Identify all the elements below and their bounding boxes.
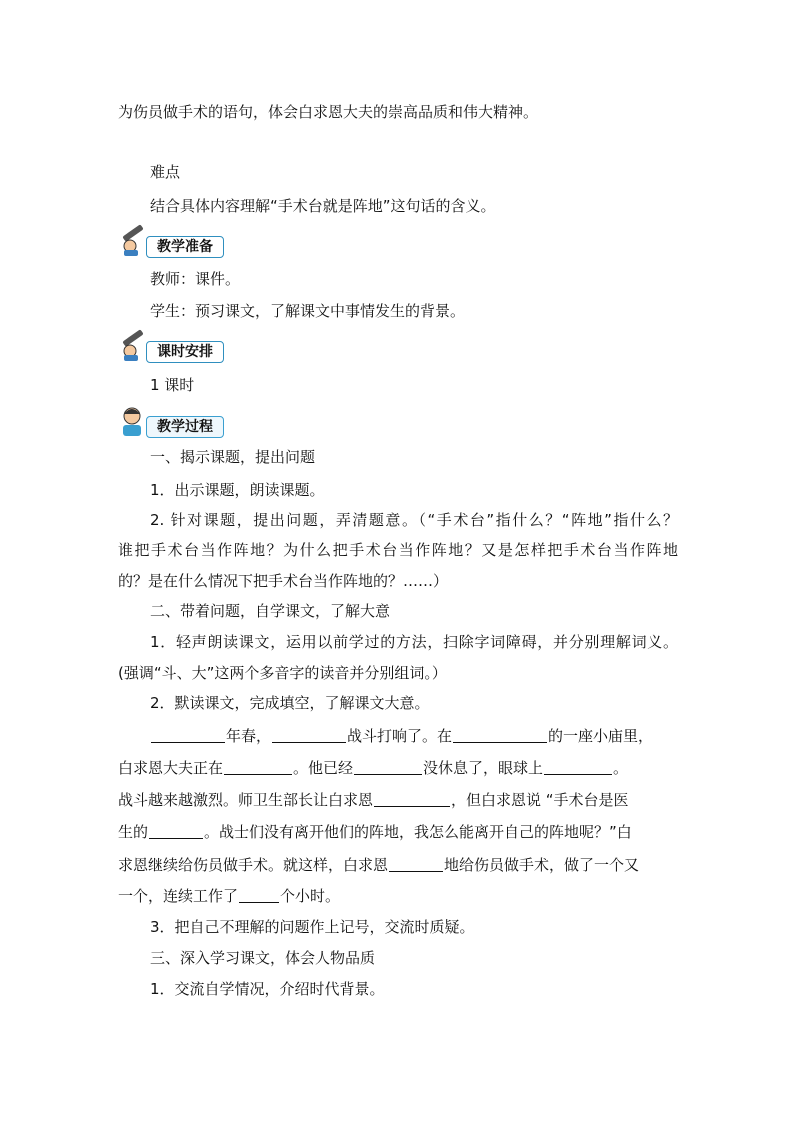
answer-blank[interactable] [239, 887, 279, 903]
text-line: 的？是在什么情况下把手术台当作阵地的？……） [118, 572, 449, 590]
answer-blank[interactable] [224, 759, 292, 775]
fill-blank-line: 一个，连续工作了 个小时。 [118, 887, 341, 905]
text-line: 1．交流自学情况，介绍时代背景。 [150, 980, 385, 998]
text-line: 2. 针对课题，提出问题，弄清题意。（“手术台”指什么？“阵地”指什么？ [150, 511, 678, 529]
answer-blank[interactable] [272, 727, 346, 743]
text-line: 谁把手术台当作阵地？为什么把手术台当作阵地？又是怎样把手术台当作阵地 [118, 541, 678, 559]
section-title: 教学过程 [146, 416, 224, 438]
fill-blank-line: 生的 。战士们没有离开他们的阵地，我怎么能离开自己的阵地呢？”白 [118, 823, 632, 841]
fill-blank-line: 求恩继续给伤员做手术。就这样，白求恩 地给伤员做手术，做了一个又 [118, 856, 640, 874]
text-line: 3．把自己不理解的问题作上记号，交流时质疑。 [150, 918, 475, 936]
text-line: 1．出示课题，朗读课题。 [150, 481, 325, 499]
text-line: 为伤员做手术的语句，体会白求恩大夫的崇高品质和伟大精神。 [118, 103, 539, 121]
text-line: (强调“斗、大”这两个多音字的读音并分别组词。） [118, 664, 447, 682]
fill-blank-line: 战斗越来越激烈。师卫生部长让白求恩 ，但白求恩说 “手术台是医 [118, 791, 629, 809]
section-title: 课时安排 [146, 341, 224, 363]
text-line: 二、带着问题，自学课文，了解大意 [150, 602, 391, 620]
answer-blank[interactable] [149, 823, 203, 839]
answer-blank[interactable] [544, 759, 612, 775]
answer-blank[interactable] [354, 759, 422, 775]
text-line: 1．轻声朗读课文，运用以前学过的方法，扫除字词障碍，并分别理解词义。 [150, 633, 678, 651]
answer-blank[interactable] [389, 856, 443, 872]
section-title: 教学准备 [146, 236, 224, 258]
fill-blank-line: 年春， 战斗打响了。在 的一座小庙里， [150, 725, 678, 747]
answer-blank[interactable] [453, 727, 547, 743]
prep-teacher: 教师：课件。 [150, 270, 241, 288]
text-line: 2．默读课文，完成填空，了解课文大意。 [150, 694, 430, 712]
schedule-text: 1 课时 [150, 376, 195, 394]
difficulty-text: 结合具体内容理解“手术台就是阵地”这句话的含义。 [150, 197, 496, 215]
fill-blank-line: 白求恩大夫正在 。他已经 没休息了，眼球上 。 [118, 759, 629, 777]
answer-blank[interactable] [374, 791, 450, 807]
difficulty-title: 难点 [150, 163, 181, 181]
text-line: 三、深入学习课文，体会人物品质 [150, 949, 376, 967]
text-line: 一、揭示课题，提出问题 [150, 448, 316, 466]
prep-student: 学生：预习课文，了解课文中事情发生的背景。 [150, 302, 466, 320]
answer-blank[interactable] [151, 727, 225, 743]
